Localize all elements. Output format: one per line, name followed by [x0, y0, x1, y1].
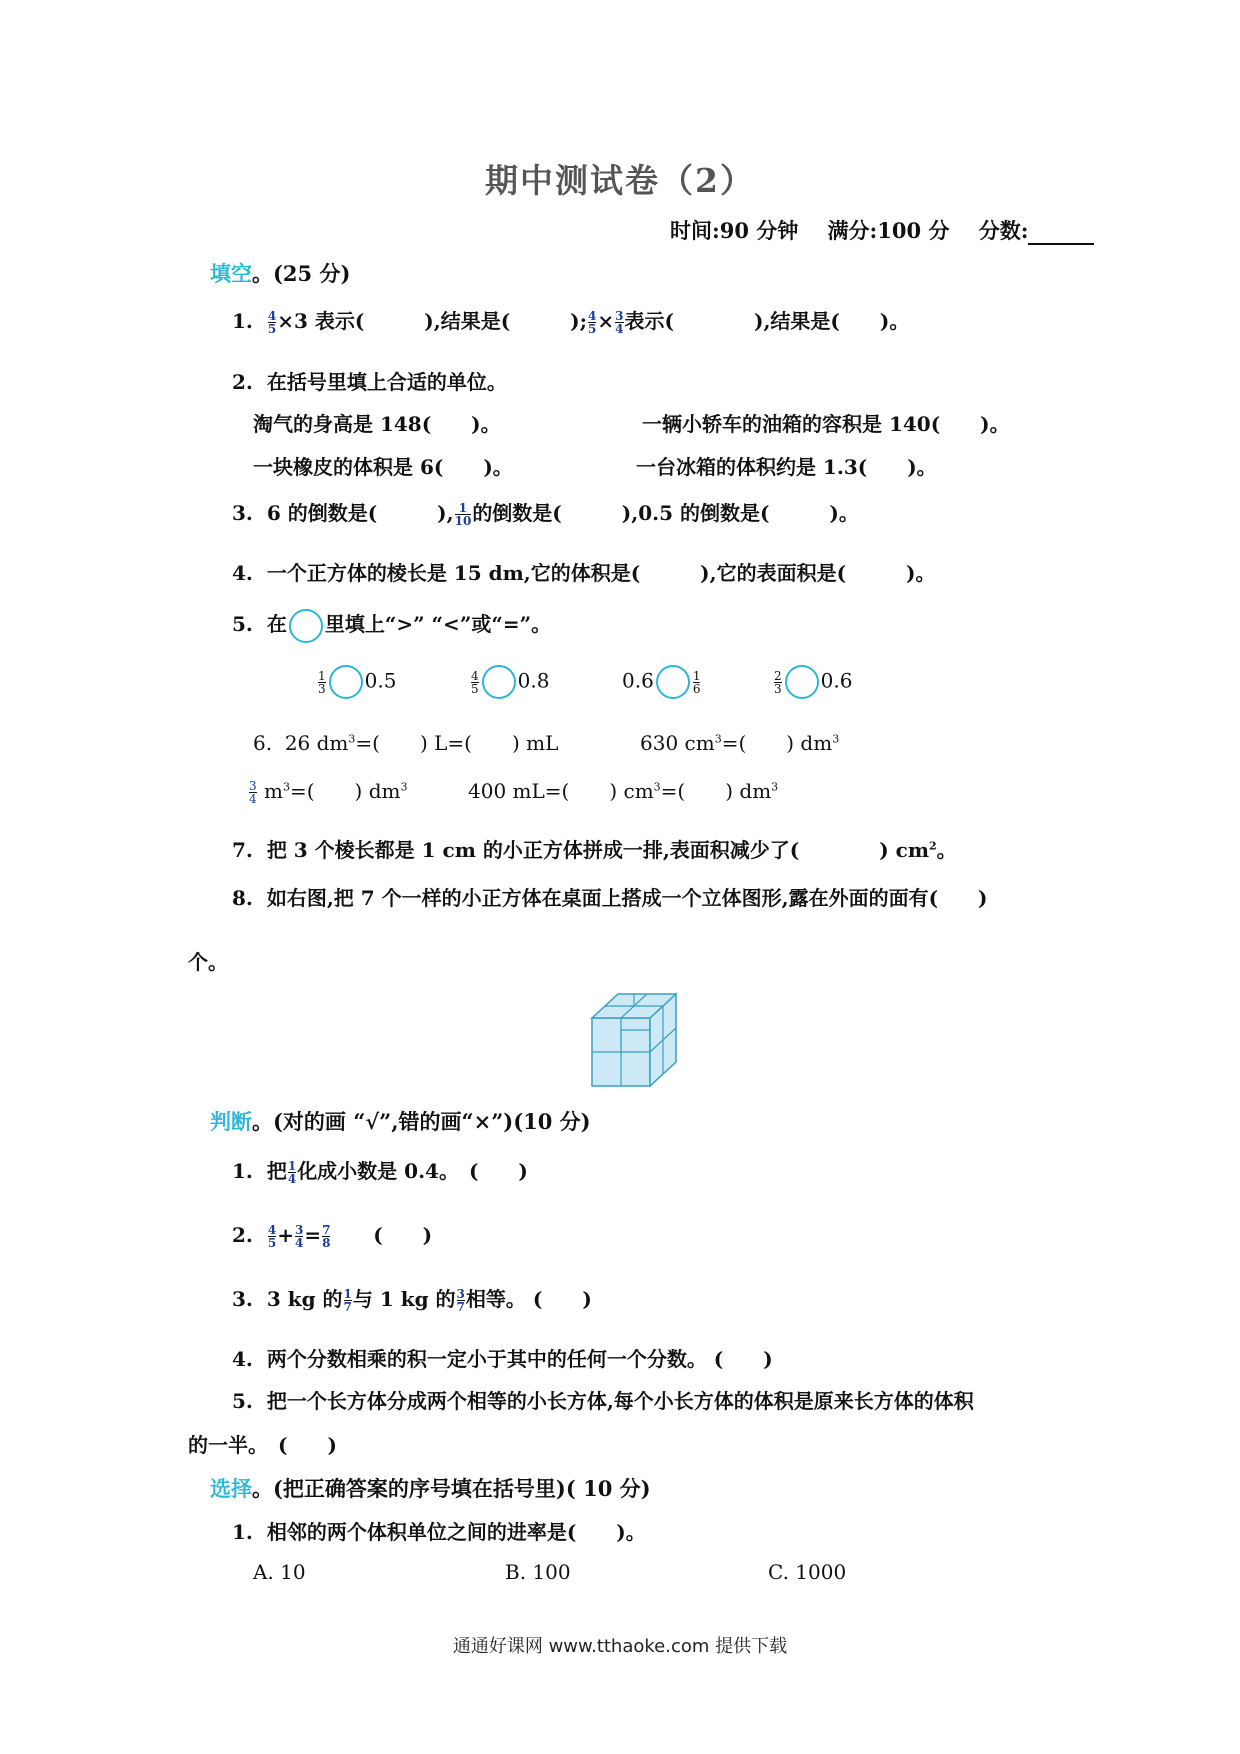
page-footer: 通通好课网 www.tthaoke.com 提供下载 — [452, 1636, 788, 1657]
q2-item-c: 一块橡皮的体积是 6( )。 — [253, 455, 513, 479]
fraction: $\frac{3}{4}$ — [615, 309, 624, 336]
judge-5 — [232, 1385, 974, 1414]
fraction: $\frac{1}{4}$ — [287, 1159, 297, 1186]
judge-3: 3. 3 kg 的 $\frac{1}{7}$ 与 1 kg 的 $\frac{3}{7}$ 相等。 ( ) — [232, 1287, 592, 1314]
fraction: $\frac{2}{3}$ — [774, 668, 782, 696]
section-keyword: 填空 — [210, 261, 252, 286]
question-number: 7. — [232, 838, 253, 862]
question-number: 3. — [232, 501, 253, 525]
section-keyword: 选择 — [210, 1476, 252, 1501]
fraction: $\frac{4}{5}$ — [267, 1223, 277, 1250]
question-text: 如右图,把 7 个一样的小正方体在桌面上搭成一个立体图形,露在外面的面有( ) — [266, 886, 988, 910]
fraction: $\frac{4}{5}$ — [471, 668, 479, 696]
question-text: ×3 表示( ),结果是( ); — [277, 309, 588, 333]
question-number: 2. — [232, 370, 253, 394]
compare-item-2: $\frac{4}{5}$ 0.8 — [470, 665, 549, 699]
compare-circle[interactable] — [656, 665, 690, 699]
compare-circle[interactable] — [482, 665, 516, 699]
cube-stack-figure — [590, 990, 694, 1092]
question-7: 7. 把 3 个棱长都是 1 cm 的小正方体拼成一排,表面积减少了( ) $cm^2$。 — [232, 838, 957, 862]
choice-1 — [232, 1516, 646, 1545]
fraction: $\frac{4}{5}$ — [588, 309, 597, 336]
q2-item-a: 淘气的身高是 148( )。 — [253, 412, 501, 436]
question-6-c: $\frac{3}{4}$ $m^3=$( ) $dm^3$ — [249, 779, 408, 806]
fraction: $\frac{7}{8}$ — [322, 1223, 331, 1250]
question-number: 2. — [232, 1223, 253, 1247]
question-number: 1. — [232, 1520, 253, 1544]
section-choice — [210, 1473, 651, 1503]
question-number: 5. — [232, 1389, 253, 1413]
fraction: $\frac{4}{5}$ — [267, 309, 277, 336]
question-8-cont: 个。 — [188, 950, 228, 974]
question-number: 8. — [232, 886, 253, 910]
option-b[interactable]: B. 100 — [505, 1560, 571, 1584]
times-sign: × — [597, 309, 615, 333]
question-text: 把 3 个棱长都是 1 cm 的小正方体拼成一排,表面积减少了( ) cm — [266, 838, 930, 862]
fraction: $\frac{3}{4}$ — [294, 1223, 304, 1250]
option-a[interactable]: A. 10 — [253, 1560, 306, 1584]
question-text: 表示( ),结果是( )。 — [624, 309, 910, 333]
question-text: 的倒数是( ),0.5 的倒数是( )。 — [472, 501, 859, 525]
question-text: 在括号里填上合适的单位。 — [266, 370, 507, 394]
question-number: 5. — [232, 612, 253, 636]
fraction: $\frac{3}{7}$ — [456, 1287, 465, 1314]
compare-item-4: $\frac{2}{3}$ 0.6 — [773, 665, 852, 699]
question-5 — [232, 608, 551, 643]
full-score: 满分:100 分 — [827, 218, 950, 243]
question-1 — [232, 305, 909, 335]
judge-4 — [232, 1343, 773, 1372]
question-text: 里填上“>” “<”或“=”。 — [324, 612, 552, 636]
compare-item-1: $\frac{1}{3}$ 0.5 — [317, 665, 396, 699]
q2-item-b: 一辆小轿车的油箱的容积是 140( )。 — [642, 412, 1010, 436]
question-text: 6 的倒数是( ), — [266, 501, 454, 525]
section-desc: 。(把正确答案的序号填在括号里)( 10 分) — [252, 1476, 651, 1501]
fraction: $\frac{1}{3}$ — [318, 668, 326, 696]
question-2 — [232, 366, 507, 395]
fraction: $\frac{1}{6}$ — [692, 668, 701, 696]
section-keyword: 判断 — [210, 1109, 252, 1134]
question-8 — [232, 882, 988, 911]
time-limit: 时间:90 分钟 — [670, 218, 799, 243]
section-fill-blank — [210, 258, 350, 288]
score-blank[interactable] — [1028, 223, 1094, 245]
section-desc: 。(25 分) — [252, 261, 351, 286]
question-number: 3. — [232, 1287, 253, 1311]
fraction: $\frac{1}{10}$ — [454, 501, 472, 528]
section-true-false — [210, 1106, 591, 1136]
exam-meta — [670, 215, 1094, 245]
fraction: $\frac{3}{4}$ — [249, 779, 257, 806]
question-number: 6. — [253, 731, 273, 755]
question-6: 6. 26 $dm^3=$( ) L=( ) mL — [253, 731, 559, 755]
question-6-b: 630 $cm^3=$( ) $dm^3$ — [640, 731, 840, 755]
compare-circle[interactable] — [289, 609, 323, 643]
question-3 — [232, 497, 859, 527]
page-title: 期中测试卷（2） — [485, 161, 755, 200]
question-number: 1. — [232, 1159, 253, 1183]
question-text: 相邻的两个体积单位之间的进率是( )。 — [266, 1520, 646, 1544]
question-text: 一个正方体的棱长是 15 dm,它的体积是( ),它的表面积是( )。 — [266, 561, 936, 585]
q2-item-d: 一台冰箱的体积约是 1.3( )。 — [636, 455, 937, 479]
fraction: $\frac{1}{7}$ — [343, 1287, 352, 1314]
judge-2: 2. $\frac{4}{5}$ + $\frac{3}{4}$ = $\frac{7}{8}$ ( ) — [232, 1223, 433, 1250]
section-desc: 。(对的画 “√”,错的画“×”)(10 分) — [252, 1109, 591, 1134]
question-4 — [232, 557, 936, 586]
question-6-d: 400 mL=( ) $cm^3=$( ) $dm^3$ — [468, 779, 779, 803]
compare-circle[interactable] — [329, 665, 363, 699]
judge-1: 1. 把 $\frac{1}{4}$ 化成小数是 0.4。 ( ) — [232, 1159, 528, 1186]
question-number: 1. — [232, 309, 253, 333]
judge-5-cont: 的一半。 ( ) — [188, 1433, 337, 1457]
question-text: 在 — [266, 612, 287, 636]
question-number: 4. — [232, 561, 253, 585]
compare-circle[interactable] — [785, 665, 819, 699]
score-label: 分数: — [978, 218, 1029, 243]
question-text: 两个分数相乘的积一定小于其中的任何一个分数。 ( ) — [266, 1347, 773, 1371]
question-number: 4. — [232, 1347, 253, 1371]
option-c[interactable]: C. 1000 — [768, 1560, 847, 1584]
question-text: 把一个长方体分成两个相等的小长方体,每个小长方体的体积是原来长方体的体积 — [266, 1389, 974, 1413]
compare-item-3: 0.6 $\frac{1}{6}$ — [622, 665, 701, 699]
